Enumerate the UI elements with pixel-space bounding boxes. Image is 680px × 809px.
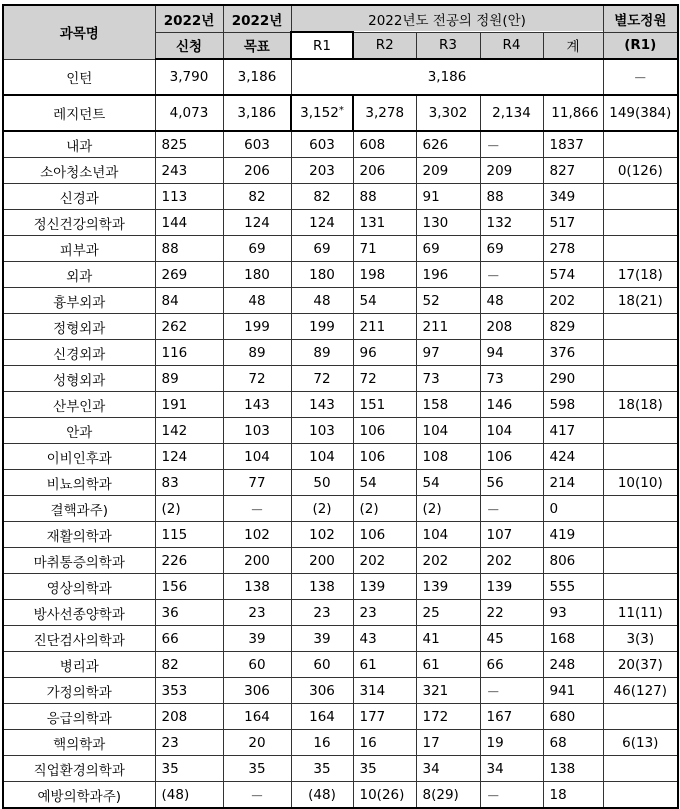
cell-separate (603, 496, 678, 522)
quota-table (2, 4, 679, 809)
cell-r3: 209 (416, 158, 480, 184)
cell-applied: 113 (155, 184, 223, 210)
cell-r2: 35 (353, 756, 416, 782)
cell-separate (603, 210, 678, 236)
cell-subject: 마취통증의학과 (3, 548, 155, 574)
cell-r3: 158 (416, 392, 480, 418)
cell-r2: 43 (353, 626, 416, 652)
cell-r4: 202 (480, 548, 543, 574)
cell-applied: 208 (155, 704, 223, 730)
cell-r4: 34 (480, 756, 543, 782)
cell-applied: 83 (155, 470, 223, 496)
cell-r1: 104 (291, 444, 353, 470)
cell-r1: 138 (291, 574, 353, 600)
cell-r2: 23 (353, 600, 416, 626)
intern-row (3, 59, 678, 95)
cell-r2: 96 (353, 340, 416, 366)
resident-subject: 레지던트 (3, 95, 155, 131)
cell-applied: 262 (155, 314, 223, 340)
cell-total: 214 (543, 470, 603, 496)
cell-separate: 46(127) (603, 678, 678, 704)
cell-applied: 269 (155, 262, 223, 288)
cell-r4: 94 (480, 340, 543, 366)
cell-r1: 16 (291, 730, 353, 756)
cell-separate (603, 184, 678, 210)
cell-applied: 82 (155, 652, 223, 678)
cell-applied: 353 (155, 678, 223, 704)
cell-total: 138 (543, 756, 603, 782)
cell-r1: 306 (291, 678, 353, 704)
cell-subject: 핵의학과 (3, 730, 155, 756)
cell-target: 206 (223, 158, 291, 184)
cell-r4: 66 (480, 652, 543, 678)
resident-r1 (291, 95, 353, 131)
cell-target: 60 (223, 652, 291, 678)
cell-subject: 응급의학과 (3, 704, 155, 730)
resident-r3: 3,302 (416, 95, 480, 131)
table-row (3, 366, 678, 392)
cell-target: 77 (223, 470, 291, 496)
cell-r2: 211 (353, 314, 416, 340)
cell-r4: 22 (480, 600, 543, 626)
cell-r3: 626 (416, 131, 480, 158)
cell-separate: 6(13) (603, 730, 678, 756)
cell-target: 199 (223, 314, 291, 340)
cell-r3: 202 (416, 548, 480, 574)
cell-r2: 106 (353, 418, 416, 444)
cell-applied: 124 (155, 444, 223, 470)
cell-r1: (48) (291, 782, 353, 809)
cell-r4: － (480, 262, 543, 288)
cell-target: 138 (223, 574, 291, 600)
cell-separate: 18(18) (603, 392, 678, 418)
cell-r2: 106 (353, 444, 416, 470)
cell-subject: 가정의학과 (3, 678, 155, 704)
cell-r4: 209 (480, 158, 543, 184)
cell-separate (603, 236, 678, 262)
table-row (3, 704, 678, 730)
resident-row (3, 95, 678, 131)
cell-separate (603, 366, 678, 392)
header-target-year: 2022년 (223, 5, 291, 32)
cell-r3: (2) (416, 496, 480, 522)
cell-target: 20 (223, 730, 291, 756)
cell-r1: 102 (291, 522, 353, 548)
cell-r2: 151 (353, 392, 416, 418)
cell-applied: 36 (155, 600, 223, 626)
cell-r3: 97 (416, 340, 480, 366)
cell-total: 680 (543, 704, 603, 730)
cell-applied: 84 (155, 288, 223, 314)
cell-applied: 825 (155, 131, 223, 158)
cell-r4: 48 (480, 288, 543, 314)
cell-subject: 신경과 (3, 184, 155, 210)
cell-target: 306 (223, 678, 291, 704)
cell-applied: 88 (155, 236, 223, 262)
header-subject: 과목명 (3, 5, 155, 59)
table-row (3, 158, 678, 184)
cell-r2: 206 (353, 158, 416, 184)
cell-applied: 243 (155, 158, 223, 184)
table-row (3, 184, 678, 210)
table-row (3, 522, 678, 548)
cell-r2: 106 (353, 522, 416, 548)
cell-subject: 외과 (3, 262, 155, 288)
header-target: 목표 (223, 32, 291, 59)
cell-r4: 132 (480, 210, 543, 236)
resident-total: 11,866 (543, 95, 603, 131)
resident-separate: 149(384) (603, 95, 678, 131)
table-row (3, 314, 678, 340)
cell-r4: 139 (480, 574, 543, 600)
cell-r3: 104 (416, 522, 480, 548)
table-row (3, 782, 678, 809)
table-row (3, 262, 678, 288)
cell-r1: 164 (291, 704, 353, 730)
table-row (3, 730, 678, 756)
table-row (3, 652, 678, 678)
cell-applied: 115 (155, 522, 223, 548)
cell-subject: 성형외과 (3, 366, 155, 392)
cell-r4: － (480, 782, 543, 809)
intern-subject: 인턴 (3, 59, 155, 95)
cell-total: 376 (543, 340, 603, 366)
cell-target: 200 (223, 548, 291, 574)
cell-r1: 103 (291, 418, 353, 444)
cell-r4: 73 (480, 366, 543, 392)
cell-target: 82 (223, 184, 291, 210)
cell-applied: 191 (155, 392, 223, 418)
table-row (3, 548, 678, 574)
cell-applied: 89 (155, 366, 223, 392)
resident-r2: 3,278 (353, 95, 416, 131)
cell-r3: 73 (416, 366, 480, 392)
cell-subject: 소아청소년과 (3, 158, 155, 184)
table-row (3, 444, 678, 470)
intern-quota: 3,186 (291, 59, 603, 95)
cell-subject: 안과 (3, 418, 155, 444)
resident-r4: 2,134 (480, 95, 543, 131)
cell-total: 417 (543, 418, 603, 444)
cell-target: 23 (223, 600, 291, 626)
table-row (3, 678, 678, 704)
cell-r1: 203 (291, 158, 353, 184)
cell-r4: 208 (480, 314, 543, 340)
cell-r1: 82 (291, 184, 353, 210)
cell-total: 68 (543, 730, 603, 756)
cell-r2: 131 (353, 210, 416, 236)
table-row (3, 600, 678, 626)
header-r4: R4 (480, 32, 543, 59)
resident-applied: 4,073 (155, 95, 223, 131)
cell-r3: 41 (416, 626, 480, 652)
cell-r2: 71 (353, 236, 416, 262)
cell-separate (603, 418, 678, 444)
cell-subject: 진단검사의학과 (3, 626, 155, 652)
cell-total: 93 (543, 600, 603, 626)
cell-target: 124 (223, 210, 291, 236)
cell-separate (603, 574, 678, 600)
cell-r4: － (480, 131, 543, 158)
cell-target: 39 (223, 626, 291, 652)
cell-target: 164 (223, 704, 291, 730)
cell-r1: 39 (291, 626, 353, 652)
cell-r2: 54 (353, 470, 416, 496)
resident-target: 3,186 (223, 95, 291, 131)
cell-applied: 23 (155, 730, 223, 756)
cell-r4: 69 (480, 236, 543, 262)
cell-r1: 143 (291, 392, 353, 418)
cell-separate: 17(18) (603, 262, 678, 288)
cell-r4: 19 (480, 730, 543, 756)
table-row (3, 418, 678, 444)
cell-r4: 45 (480, 626, 543, 652)
cell-r2: 61 (353, 652, 416, 678)
cell-r4: 56 (480, 470, 543, 496)
cell-r3: 130 (416, 210, 480, 236)
cell-r1: 199 (291, 314, 353, 340)
cell-subject: 이비인후과 (3, 444, 155, 470)
cell-r1: 60 (291, 652, 353, 678)
cell-target: 35 (223, 756, 291, 782)
cell-r3: 69 (416, 236, 480, 262)
cell-r4: 104 (480, 418, 543, 444)
cell-total: 419 (543, 522, 603, 548)
cell-r4: － (480, 496, 543, 522)
table-row (3, 236, 678, 262)
cell-r1: 200 (291, 548, 353, 574)
cell-r1: 124 (291, 210, 353, 236)
header-r3: R3 (416, 32, 480, 59)
cell-r2: 54 (353, 288, 416, 314)
cell-target: 603 (223, 131, 291, 158)
cell-r2: 88 (353, 184, 416, 210)
cell-r3: 91 (416, 184, 480, 210)
cell-r1: 603 (291, 131, 353, 158)
cell-subject: 재활의학과 (3, 522, 155, 548)
cell-separate (603, 314, 678, 340)
table-row (3, 756, 678, 782)
intern-separate: － (603, 59, 678, 95)
table-row (3, 496, 678, 522)
cell-r1: 50 (291, 470, 353, 496)
cell-applied: 116 (155, 340, 223, 366)
intern-target: 3,186 (223, 59, 291, 95)
cell-subject: 직업환경의학과 (3, 756, 155, 782)
cell-subject: 병리과 (3, 652, 155, 678)
cell-r2: 139 (353, 574, 416, 600)
cell-r1: 69 (291, 236, 353, 262)
cell-subject: 흉부외과 (3, 288, 155, 314)
cell-r1: 48 (291, 288, 353, 314)
cell-total: 598 (543, 392, 603, 418)
cell-r4: 88 (480, 184, 543, 210)
cell-r3: 17 (416, 730, 480, 756)
cell-applied: 35 (155, 756, 223, 782)
cell-total: 349 (543, 184, 603, 210)
cell-r1: 72 (291, 366, 353, 392)
cell-r3: 34 (416, 756, 480, 782)
cell-r2: (2) (353, 496, 416, 522)
cell-total: 829 (543, 314, 603, 340)
cell-applied: 226 (155, 548, 223, 574)
cell-r1: 180 (291, 262, 353, 288)
cell-total: 18 (543, 782, 603, 809)
cell-separate (603, 782, 678, 809)
cell-r2: 198 (353, 262, 416, 288)
header-separate-sub: (R1) (603, 32, 678, 59)
table-row (3, 131, 678, 158)
cell-separate: 0(126) (603, 158, 678, 184)
cell-subject: 정신건강의학과 (3, 210, 155, 236)
cell-total: 168 (543, 626, 603, 652)
cell-total: 555 (543, 574, 603, 600)
cell-target: 103 (223, 418, 291, 444)
cell-r1: (2) (291, 496, 353, 522)
cell-target: 104 (223, 444, 291, 470)
table-row (3, 470, 678, 496)
cell-total: 1837 (543, 131, 603, 158)
cell-r4: 107 (480, 522, 543, 548)
cell-total: 941 (543, 678, 603, 704)
cell-r3: 25 (416, 600, 480, 626)
cell-applied: 66 (155, 626, 223, 652)
cell-total: 248 (543, 652, 603, 678)
cell-r4: 167 (480, 704, 543, 730)
cell-subject: 영상의학과 (3, 574, 155, 600)
cell-r2: 177 (353, 704, 416, 730)
header-r1: R1 (291, 32, 353, 59)
cell-separate (603, 444, 678, 470)
cell-r1: 89 (291, 340, 353, 366)
cell-r2: 314 (353, 678, 416, 704)
cell-applied: 156 (155, 574, 223, 600)
cell-r3: 108 (416, 444, 480, 470)
header-r2: R2 (353, 32, 416, 59)
table-row (3, 392, 678, 418)
intern-applied: 3,790 (155, 59, 223, 95)
cell-r3: 52 (416, 288, 480, 314)
cell-r2: 202 (353, 548, 416, 574)
cell-total: 574 (543, 262, 603, 288)
cell-subject: 내과 (3, 131, 155, 158)
cell-r4: 106 (480, 444, 543, 470)
cell-r3: 54 (416, 470, 480, 496)
header-separate: 별도정원 (603, 5, 678, 32)
header-applied-year: 2022년 (155, 5, 223, 32)
cell-total: 278 (543, 236, 603, 262)
header-quota-title: 2022년도 전공의 정원(안) (291, 5, 603, 32)
table-row (3, 626, 678, 652)
header-row-1 (3, 5, 678, 32)
cell-target: 102 (223, 522, 291, 548)
cell-separate: 3(3) (603, 626, 678, 652)
cell-r3: 104 (416, 418, 480, 444)
cell-r3: 211 (416, 314, 480, 340)
cell-separate: 18(21) (603, 288, 678, 314)
resident-r1-mark: * (338, 105, 344, 116)
cell-subject: 결핵과주) (3, 496, 155, 522)
cell-target: － (223, 496, 291, 522)
cell-separate (603, 548, 678, 574)
table-row (3, 288, 678, 314)
table-row (3, 210, 678, 236)
cell-total: 0 (543, 496, 603, 522)
cell-total: 517 (543, 210, 603, 236)
cell-target: － (223, 782, 291, 809)
cell-target: 89 (223, 340, 291, 366)
cell-separate (603, 522, 678, 548)
cell-separate (603, 704, 678, 730)
cell-subject: 예방의학과주) (3, 782, 155, 809)
header-total: 계 (543, 32, 603, 59)
cell-r3: 172 (416, 704, 480, 730)
cell-r2: 10(26) (353, 782, 416, 809)
cell-applied: 144 (155, 210, 223, 236)
cell-total: 202 (543, 288, 603, 314)
cell-separate: 10(10) (603, 470, 678, 496)
header-applied: 신청 (155, 32, 223, 59)
cell-total: 806 (543, 548, 603, 574)
cell-r3: 321 (416, 678, 480, 704)
cell-total: 827 (543, 158, 603, 184)
cell-separate (603, 340, 678, 366)
cell-subject: 피부과 (3, 236, 155, 262)
table-row (3, 340, 678, 366)
cell-r4: 146 (480, 392, 543, 418)
cell-r3: 196 (416, 262, 480, 288)
cell-total: 290 (543, 366, 603, 392)
cell-r2: 16 (353, 730, 416, 756)
cell-separate: 11(11) (603, 600, 678, 626)
cell-r3: 139 (416, 574, 480, 600)
cell-separate (603, 756, 678, 782)
cell-target: 72 (223, 366, 291, 392)
cell-total: 424 (543, 444, 603, 470)
cell-applied: (48) (155, 782, 223, 809)
cell-r2: 608 (353, 131, 416, 158)
cell-r1: 23 (291, 600, 353, 626)
cell-r3: 61 (416, 652, 480, 678)
cell-subject: 비뇨의학과 (3, 470, 155, 496)
cell-target: 48 (223, 288, 291, 314)
cell-subject: 정형외과 (3, 314, 155, 340)
cell-target: 180 (223, 262, 291, 288)
cell-subject: 산부인과 (3, 392, 155, 418)
resident-r1-value: 3,152 (300, 105, 339, 121)
table-row (3, 574, 678, 600)
cell-applied: (2) (155, 496, 223, 522)
cell-separate (603, 131, 678, 158)
cell-r4: － (480, 678, 543, 704)
cell-r1: 35 (291, 756, 353, 782)
cell-r3: 8(29) (416, 782, 480, 809)
cell-subject: 방사선종양학과 (3, 600, 155, 626)
cell-target: 143 (223, 392, 291, 418)
cell-subject: 신경외과 (3, 340, 155, 366)
cell-separate: 20(37) (603, 652, 678, 678)
cell-r2: 72 (353, 366, 416, 392)
cell-applied: 142 (155, 418, 223, 444)
cell-target: 69 (223, 236, 291, 262)
